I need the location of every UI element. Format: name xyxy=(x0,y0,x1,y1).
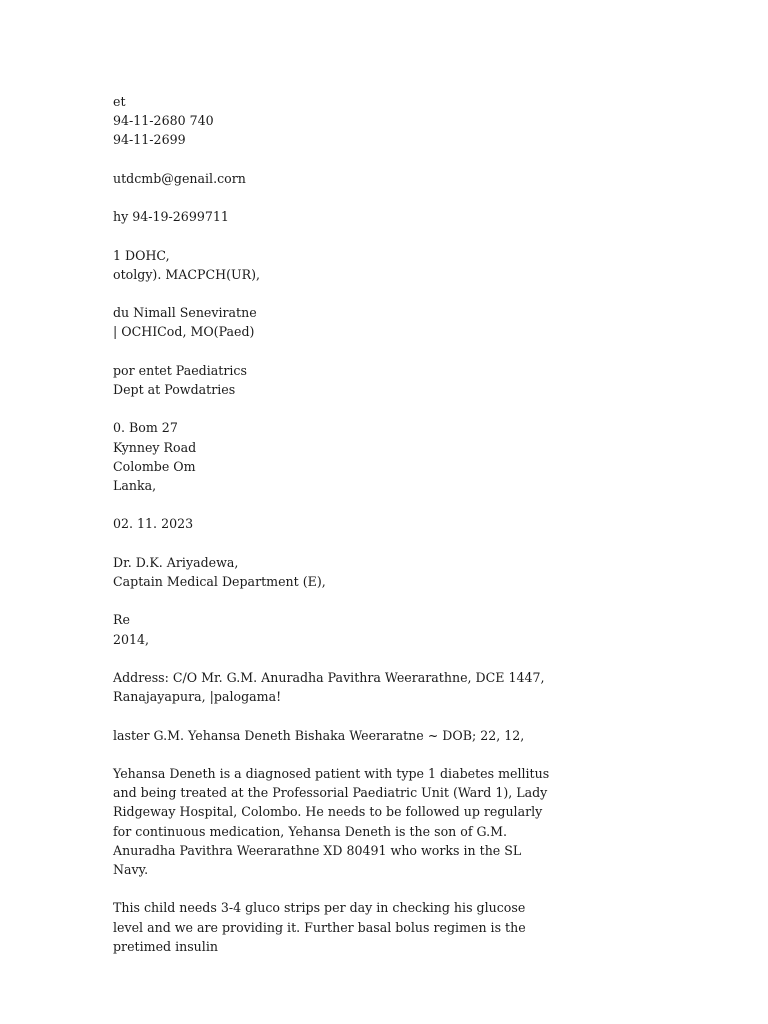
doctor-name: du Nimall Seneviratne xyxy=(113,305,257,321)
patient-address: Address: C/O Mr. G.M. Anuradha Pavithra Weerarathne, DCE 1447, Ranajayapura, |palogama! xyxy=(113,669,545,705)
patient-name-dob: laster G.M. Yehansa Deneth Bishaka Weeraratne ~ DOB; 22, 12, xyxy=(113,727,525,743)
department-line: por entet Paediatrics xyxy=(113,362,247,378)
doctor-block xyxy=(113,303,553,341)
address-line: Kynney Road xyxy=(113,439,197,455)
fax-block xyxy=(113,207,553,226)
letter-date: 02. 11. 2023 xyxy=(113,516,194,532)
patient-block xyxy=(113,726,553,745)
contact-line: et xyxy=(113,94,126,109)
body-paragraph: Yehansa Deneth is a diagnosed patient with type 1 diabetes mellitus and being treated at the Professorial Paediatric Unit (Ward 1), Lady Ridgeway Hospital, Colombo. He needs to be followed up regularly for continuous medication, Yehansa Deneth is the son of G.M. Anuradha Pavithra Weerarathne XD 80491 who works in the SL Navy. xyxy=(113,765,550,877)
fax-text: hy 94-19-2699711 xyxy=(113,209,229,225)
contact-block xyxy=(113,92,553,150)
sender-address-block xyxy=(113,418,553,495)
phone-number-1: 94-11-2680 740 xyxy=(113,113,214,129)
qualification-line: 1 DOHC, xyxy=(113,247,170,263)
reference-line: 2014, xyxy=(113,631,150,647)
department-line: Dept at Powdatries xyxy=(113,381,236,397)
qualification-line: otolgy). MACPCH(UR), xyxy=(113,266,260,282)
recipient-title: Captain Medical Department (E), xyxy=(113,573,326,589)
body-paragraph: This child needs 3-4 gluco strips per day in checking his glucose level and we are providing it. Further basal bolus regimen is the pretimed insulin xyxy=(113,900,526,954)
email-text: utdcmb@genail.corn xyxy=(113,170,246,186)
letter-page xyxy=(113,92,553,975)
address-line: 0. Bom 27 xyxy=(113,420,178,436)
date-block xyxy=(113,514,553,533)
email-block xyxy=(113,169,553,188)
reference-line: Re xyxy=(113,612,130,628)
address-line: Colombe Om xyxy=(113,458,196,474)
recipient-name: Dr. D.K. Ariyadewa, xyxy=(113,554,239,570)
address-line: Lanka, xyxy=(113,477,157,493)
qualifications-block xyxy=(113,246,553,284)
phone-number-2: 94-11-2699 xyxy=(113,132,186,148)
recipient-block xyxy=(113,553,553,591)
department-block xyxy=(113,361,553,399)
reference-block xyxy=(113,610,553,648)
doctor-credentials: | OCHICod, MO(Paed) xyxy=(113,324,255,340)
